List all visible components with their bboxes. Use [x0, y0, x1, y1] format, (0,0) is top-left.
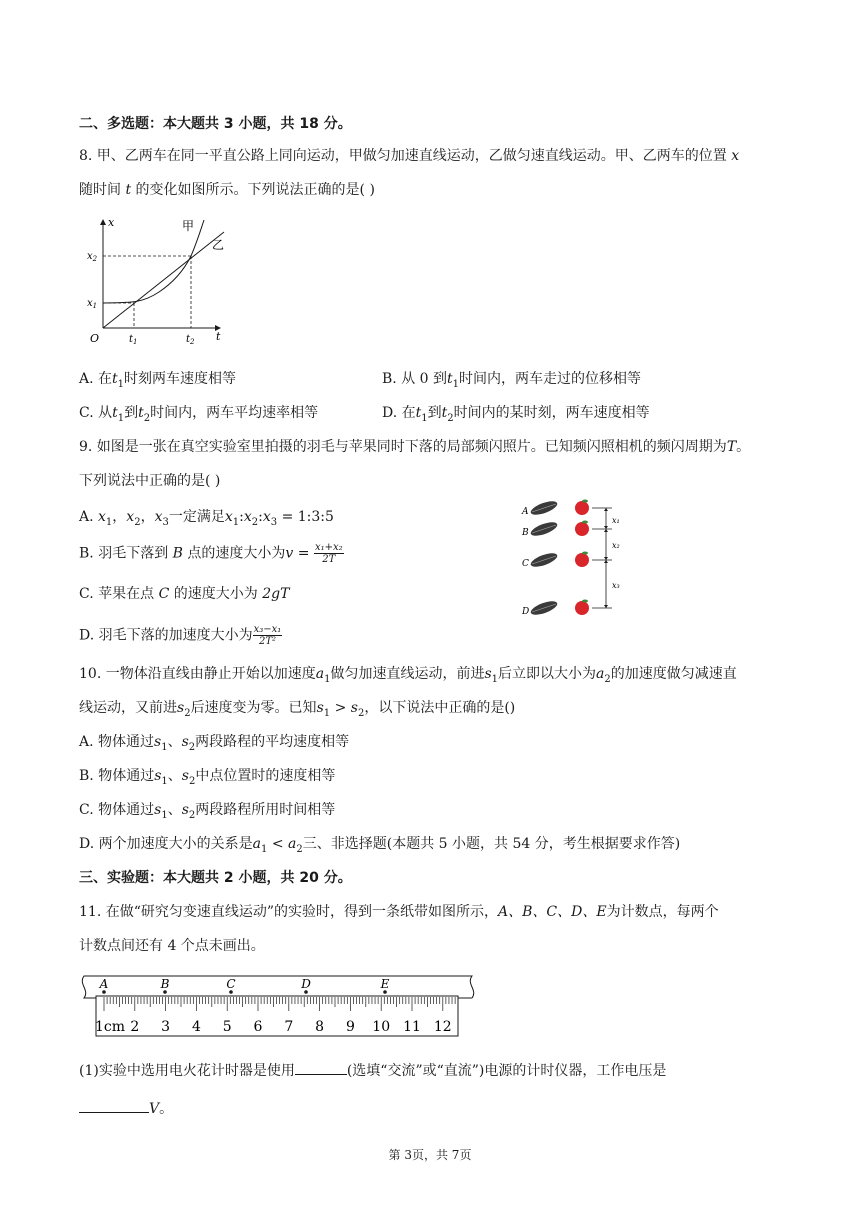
q9-option-c: C. 苹果在点 C 的速度大小为 2gT	[79, 586, 290, 602]
q8-x-axis-label: t	[216, 330, 221, 343]
ruler-label: 6	[253, 1019, 263, 1035]
q8-tick-x2: $x_2$	[87, 251, 98, 263]
q9-photo-label-b: B	[522, 528, 529, 538]
q9-photo-label-c: C	[522, 559, 529, 569]
q10-option-b: B. 物体通过$s_1$、$s_2$中点位置时的速度相等	[79, 768, 336, 787]
ruler-label: 2	[130, 1019, 140, 1035]
q8-stem-text2: 随时间	[79, 182, 121, 198]
tape-point-label: E	[380, 977, 390, 991]
q11-blank-voltage[interactable]	[79, 1098, 149, 1113]
q8-tick-t2: $t_2$	[186, 334, 195, 346]
ruler-label: 8	[315, 1019, 325, 1035]
q10-stem-line2: 线运动，又前进$s_2$后速度变为零。已知$s_1 > s_2$，以下说法中正确的是()	[79, 700, 516, 719]
q8-label-yi: 乙	[212, 238, 225, 252]
tape-point-label: A	[99, 977, 109, 991]
q8-stem-line2	[79, 180, 375, 200]
q9-option-b: B. 羽毛下落到 B 点的速度大小为v = $\frac{\text{x₁+x₂}}{2T}$	[79, 542, 343, 565]
tape-point-label: C	[226, 977, 236, 991]
q11-paper-tape	[82, 976, 473, 998]
q9-option-a: A. $x_1$，$x_2$，$x_3$一定满足$x_1:x_2:x_3$ = 1:3:5	[79, 509, 334, 528]
q8-origin-label: O	[90, 332, 100, 345]
q10-stem-line1: 10. 一物体沿直线由静止开始以加速度$a_1$做匀加速直线运动，前进$s_1$后立即以大小为$a_2$的加速度做匀减速直	[79, 666, 737, 685]
ruler-label: 4	[191, 1019, 201, 1035]
ruler-label: 7	[284, 1019, 294, 1035]
page-footer: 第 3页，共 7页	[388, 1148, 472, 1162]
q8-line-yi	[103, 232, 224, 328]
q9-stem-line2: 下列说法中正确的是( )	[79, 473, 221, 489]
q11-part1-line2: V。	[79, 1098, 173, 1119]
q9-option-d: D. 羽毛下落的加速度大小为 $\frac{\text{x₃−x₁}}{\text{2T²}}$	[79, 624, 282, 647]
q8-option-b: B. 从 0 到$t_1$时间内，两车走过的位移相等	[382, 371, 642, 390]
ruler-label: 12	[433, 1019, 452, 1035]
q9-photo-label-d: D	[522, 607, 530, 617]
section-title-experiment: 三、实验题：本大题共 2 小题，共 20 分。	[79, 870, 352, 886]
q9-b-fraction: $\frac{\text{x₁+x₂}}{2T}$	[314, 542, 343, 565]
q11-paper-tape-ruler	[74, 970, 486, 1042]
section-title-multiple-choice: 二、多选题：本大题共 3 小题，共 18 分。	[79, 116, 352, 132]
ruler-label: 10	[372, 1019, 391, 1035]
q9-photo-x1: x₁	[612, 516, 620, 525]
q9-photo-x2: x₂	[612, 541, 620, 550]
tape-point-label: B	[160, 977, 170, 991]
q9-photo-label-a: A	[522, 507, 529, 517]
q11-stem-line2: 计数点间还有 4 个点未画出。	[79, 938, 265, 954]
q8-option-d: D. 在$t_1$到$t_2$时间内的某时刻，两车速度相等	[382, 405, 650, 424]
apple-icon	[575, 501, 589, 615]
q10-option-d: D. 两个加速度大小的关系是$a_1 < a_2$三、非选择题(本题共 5 小题，共 54 分，考生根据要求作答)	[79, 836, 681, 855]
q8-var-t: t	[125, 182, 132, 198]
ruler-label: 9	[345, 1019, 355, 1035]
ruler-label: 11	[403, 1019, 421, 1035]
feather-icon	[529, 499, 559, 618]
q8-option-a: A. 在$t_1$时刻两车速度相等	[79, 371, 237, 390]
q9-strobe-photo	[518, 496, 634, 620]
q8-var-x: x	[731, 148, 740, 164]
ruler-label: 1cm	[94, 1019, 126, 1035]
q8-stem-text: 8. 甲、乙两车在同一平直公路上同向运动，甲做匀加速直线运动，乙做匀速直线运动。甲、乙两车的位置	[79, 148, 727, 164]
q9-photo-x3: x₃	[612, 581, 620, 590]
q8-option-c: C. 从$t_1$到$t_2$时间内，两车平均速率相等	[79, 405, 319, 424]
q8-tick-t1: $t_1$	[129, 334, 138, 346]
q11-part1-line1: (1)实验中选用电火花计时器是使用 (选填“交流”或“直流”)电源的计时仪器，工作电压是	[79, 1060, 666, 1081]
ruler-label: 5	[222, 1019, 232, 1035]
tape-point-label: D	[301, 977, 311, 991]
q8-stem-text3: 的变化如图所示。下列说法正确的是( )	[135, 182, 375, 198]
q8-tick-x1: $x_1$	[87, 298, 98, 310]
ruler-label: 3	[161, 1019, 171, 1035]
q8-xt-graph	[84, 212, 244, 350]
q10-option-a: A. 物体通过$s_1$、$s_2$两段路程的平均速度相等	[79, 734, 350, 753]
q11-stem-line1: 11. 在做“研究匀变速直线运动”的实验时，得到一条纸带如图所示，A、B、C、D、E为计数点，每两个	[79, 904, 719, 920]
q9-d-fraction: $\frac{\text{x₃−x₁}}{\text{2T²}}$	[253, 624, 282, 647]
q11-blank-current-type[interactable]	[295, 1060, 347, 1075]
q8-label-jia: 甲	[182, 219, 195, 233]
q8-y-axis-label: x	[108, 216, 115, 229]
q9-stem-line1: 9. 如图是一张在真空实验室里拍摄的羽毛与苹果同时下落的局部频闪照片。已知频闪照相机的频闪周期为T。	[79, 439, 751, 455]
q8-stem-line1	[79, 146, 739, 166]
q10-option-c: C. 物体通过$s_1$、$s_2$两段路程所用时间相等	[79, 802, 336, 821]
